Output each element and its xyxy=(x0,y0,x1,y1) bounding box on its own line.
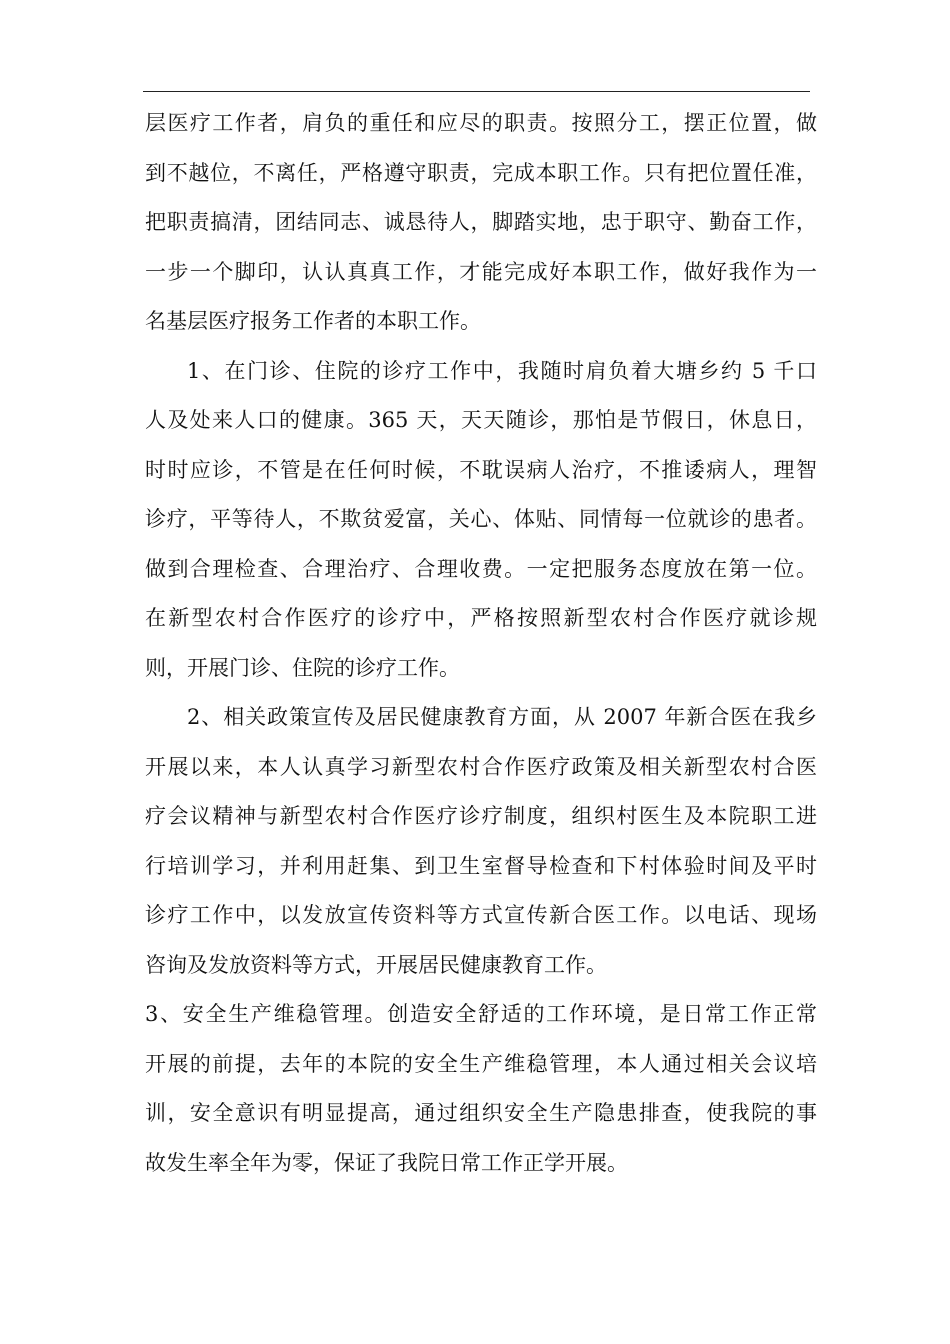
text-line: 疗会议精神与新型农村合作医疗诊疗制度，组织村医生及本院职工进 xyxy=(145,804,817,828)
text-line: 在新型农村合作医疗的诊疗中，严格按照新型农村合作医疗就诊规 xyxy=(145,606,817,630)
text-line: 则，开展门诊、住院的诊疗工作。 xyxy=(145,655,460,680)
text-line: 1、在门诊、住院的诊疗工作中，我随时肩负着大塘乡约 5 千口 xyxy=(187,358,817,383)
text-line: 故发生率全年为零，保证了我院日常工作正学开展。 xyxy=(145,1150,628,1175)
text-line: 时时应诊，不管是在任何时候，不耽误病人治疗，不推诿病人，理智 xyxy=(145,457,817,482)
text-line: 3、安全生产维稳管理。创造安全舒适的工作环境，是日常工作正常 xyxy=(145,1002,817,1026)
text-line: 一步一个脚印，认认真真工作，才能完成好本职工作，做好我作为一 xyxy=(145,259,817,284)
text-line: 行培训学习，并利用赶集、到卫生室督导检查和下村体验时间及平时 xyxy=(145,853,817,878)
body-text xyxy=(145,99,817,1188)
text-line: 名基层医疗报务工作者的本职工作。 xyxy=(145,309,481,333)
text-line: 人及处来人口的健康。365 天，天天随诊，那怕是节假日，休息日， xyxy=(145,408,817,432)
text-line: 开展的前提，去年的本院的安全生产维稳管理，本人通过相关会议培 xyxy=(145,1051,817,1076)
text-line: 诊疗，平等待人，不欺贫爱富，关心、体贴、同情每一位就诊的患者。 xyxy=(145,507,817,531)
text-line: 到不越位，不离任，严格遵守职责，完成本职工作。只有把位置任准， xyxy=(145,160,817,185)
text-line: 训，安全意识有明显提高，通过组织安全生产隐患排查，使我院的事 xyxy=(145,1101,817,1125)
text-line: 把职责搞清，团结同志、诚恳待人，脚踏实地，忠于职守、勤奋工作， xyxy=(145,210,817,234)
text-line: 咨询及发放资料等方式，开展居民健康教育工作。 xyxy=(145,952,607,977)
text-line: 层医疗工作者，肩负的重任和应尽的职责。按照分工，摆正位置，做 xyxy=(145,111,817,135)
text-line: 做到合理检查、合理治疗、合理收费。一定把服务态度放在第一位。 xyxy=(145,556,817,581)
text-line: 开展以来，本人认真学习新型农村合作医疗政策及相关新型农村合医 xyxy=(145,754,817,779)
header-rule xyxy=(143,91,810,92)
text-line: 2、相关政策宣传及居民健康教育方面，从 2007 年新合医在我乡 xyxy=(187,705,817,729)
text-line: 诊疗工作中，以发放宣传资料等方式宣传新合医工作。以电话、现场 xyxy=(145,903,817,927)
